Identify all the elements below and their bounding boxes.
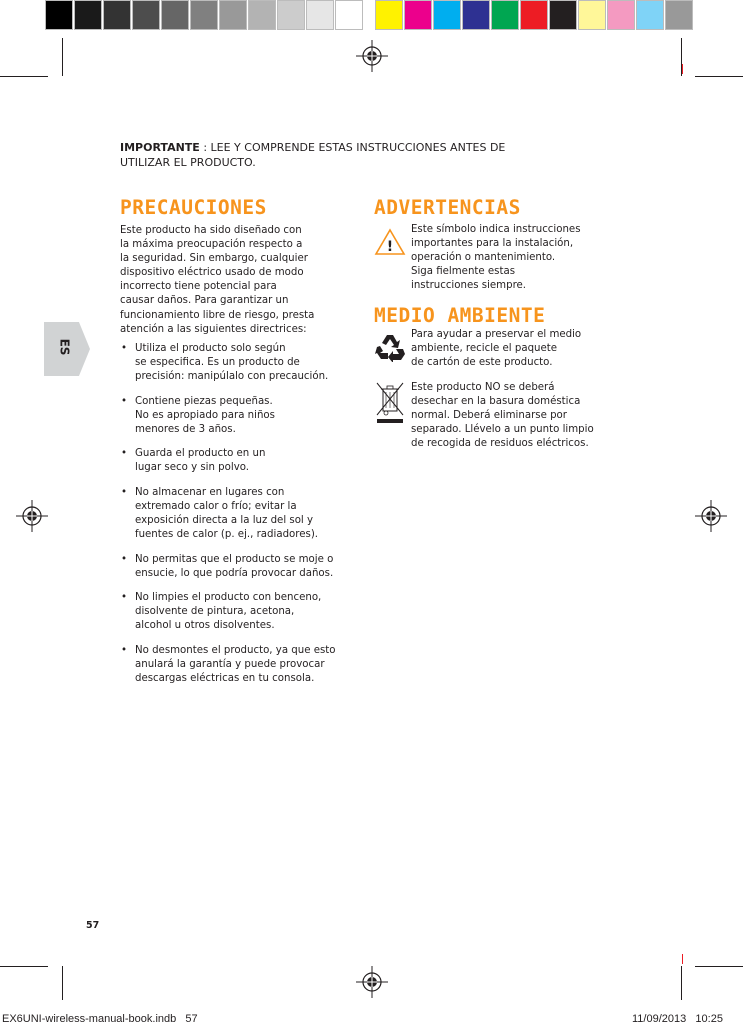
crop-mark-colored xyxy=(682,64,683,74)
important-notice xyxy=(120,141,580,170)
advertencias-title: ADVERTENCIAS xyxy=(374,196,521,219)
weee-crossed-bin-icon xyxy=(374,381,406,425)
recycle-icon xyxy=(374,332,406,362)
color-swatch xyxy=(132,0,160,30)
color-swatch xyxy=(665,0,693,30)
list-item: • Contiene piezas pequeñas. No es apropiado para niños menores de 3 años. xyxy=(121,395,275,435)
date-time: 11/09/2013 10:25 xyxy=(632,1013,723,1025)
color-swatch xyxy=(103,0,131,30)
color-swatch xyxy=(433,0,461,30)
registration-mark-icon xyxy=(356,966,388,998)
precauciones-list xyxy=(120,342,370,697)
color-swatch xyxy=(248,0,276,30)
precauciones-title: PRECAUCIONES xyxy=(120,196,267,219)
list-item: • No permitas que el producto se moje o ensucie, lo que podría provocar daños. xyxy=(121,553,334,579)
color-swatch xyxy=(636,0,664,30)
color-swatch xyxy=(306,0,334,30)
color-swatch xyxy=(607,0,635,30)
registration-mark-icon xyxy=(695,500,727,532)
list-item: • No almacenar en lugares con extremado calor o frío; evitar la exposición directa a la luz del sol y fuentes de calor (p. ej., radiadores). xyxy=(121,486,319,541)
color-swatch xyxy=(161,0,189,30)
weee-text: Este producto NO se deberá desechar en la basura doméstica normal. Deberá eliminarse por separado. Llévelo a un punto limpio de recogida de residuos eléctricos. xyxy=(411,382,594,450)
language-tab-label: ES xyxy=(57,338,72,356)
color-swatch xyxy=(520,0,548,30)
list-item: • No desmontes el producto, ya que esto anulará la garantía y puede provocar descargas eléctricas en tu consola. xyxy=(121,644,336,685)
advertencias-text: Este símbolo indica instrucciones importantes para la instalación, operación o mantenimiento. Siga fielmente estas instrucciones siempre. xyxy=(411,224,581,292)
svg-text:!: ! xyxy=(386,239,394,255)
important-text: : LEE Y COMPRENDE ESTAS INSTRUCCIONES ANTES DE UTILIZAR EL PRODUCTO. xyxy=(120,141,506,169)
recycle-text: Para ayudar a preservar el medio ambiente, recicle el paquete de cartón de este producto. xyxy=(411,329,582,369)
list-item: • Guarda el producto en un lugar seco y sin polvo. xyxy=(121,448,266,474)
list-item: • No limpies el producto con benceno, disolvente de pintura, acetona, alcohol u otros disolventes. xyxy=(121,592,322,632)
crop-mark xyxy=(681,966,682,1000)
color-swatch-strip xyxy=(375,0,694,32)
list-item: • Utiliza el producto solo según se especifica. Es un producto de precisión: manipúlalo con precaución. xyxy=(121,343,329,383)
gray-swatch-strip xyxy=(45,0,364,32)
crop-mark xyxy=(695,76,743,77)
color-swatch xyxy=(219,0,247,30)
color-swatch xyxy=(277,0,305,30)
color-swatch xyxy=(74,0,102,30)
important-label: IMPORTANTE xyxy=(120,141,200,154)
medio-ambiente-title: MEDIO AMBIENTE xyxy=(374,304,546,327)
crop-mark xyxy=(62,38,63,76)
page-number: 57 xyxy=(86,920,100,931)
registration-mark-icon xyxy=(16,500,48,532)
crop-mark xyxy=(695,966,743,967)
crop-mark xyxy=(62,966,63,1000)
color-swatch xyxy=(491,0,519,30)
color-swatch xyxy=(190,0,218,30)
color-swatch xyxy=(462,0,490,30)
color-swatch xyxy=(45,0,73,30)
crop-mark xyxy=(0,76,48,77)
crop-mark-colored xyxy=(682,954,683,964)
registration-mark-icon xyxy=(356,40,388,72)
color-swatch xyxy=(375,0,403,30)
precauciones-paragraph: Este producto ha sido diseñado con la máxima preocupación respecto a la seguridad. Sin embargo, cualquier dispositivo eléctrico usado de modo incorrecto tiene potencial para causar daños. Para garantizar un funcionamiento libre de riesgo, presta atención a las siguientes directrices: xyxy=(120,225,315,335)
color-swatch xyxy=(549,0,577,30)
warning-triangle-icon xyxy=(374,228,406,256)
color-swatch xyxy=(335,0,363,30)
crop-mark xyxy=(0,966,48,967)
file-info: EX6UNI-wireless-manual-book.indb 57 xyxy=(2,1013,198,1025)
color-swatch xyxy=(404,0,432,30)
color-swatch xyxy=(578,0,606,30)
